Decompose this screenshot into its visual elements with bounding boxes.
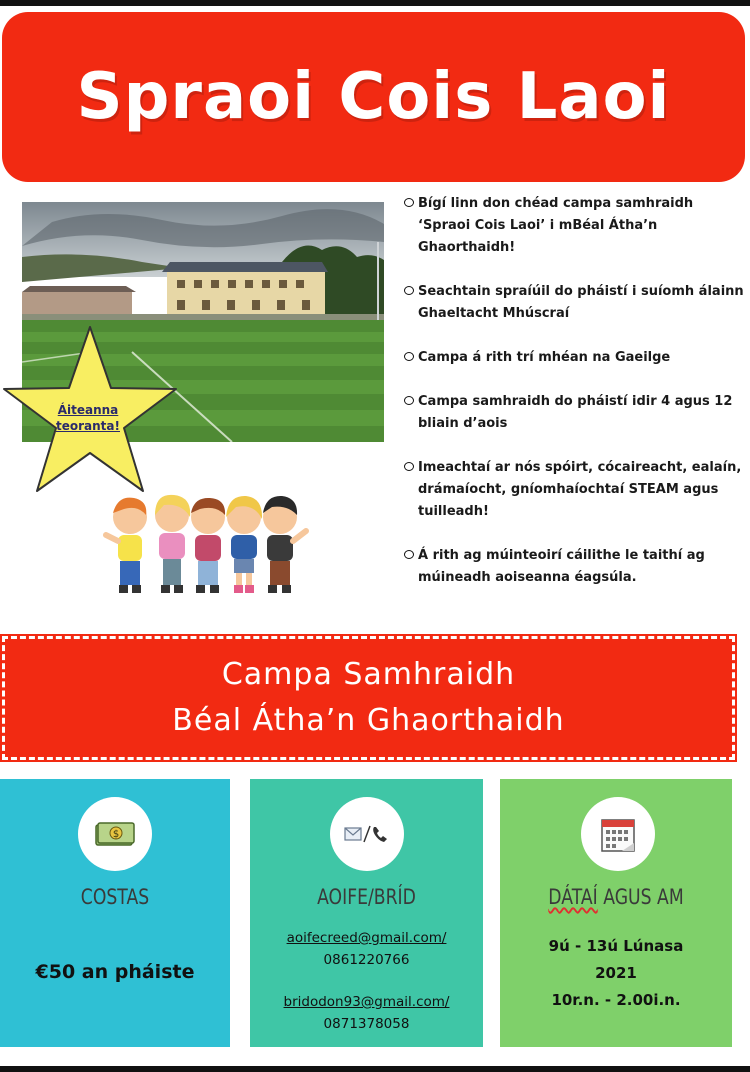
cost-heading: COSTAS [80, 885, 150, 909]
bullet-circle-icon [404, 286, 414, 295]
top-border [0, 0, 750, 6]
cost-price: €50 an pháiste [35, 961, 195, 983]
phone-2: 0871378058 [323, 1016, 410, 1032]
bullet-circle-icon [404, 396, 414, 405]
email-link-1[interactable]: aoifecreed@gmail.com/ [286, 930, 447, 946]
list-item: Campa samhraidh do pháistí idir 4 agus 12 bliain d’aois [404, 391, 744, 435]
bullet-circle-icon [404, 550, 414, 559]
list-item: Á rith ag múinteoirí cáilithe le taithí ag múineadh aoiseanna éagsúla. [404, 545, 744, 589]
camp-location-banner [2, 636, 735, 760]
banner-line-2: Béal Átha’n Ghaorthaidh [172, 703, 565, 738]
bottom-border [0, 1066, 750, 1072]
dates-details [500, 933, 732, 1014]
list-item: Campa á rith trí mhéan na Gaeilge [404, 347, 744, 369]
cost-box [0, 779, 230, 1047]
list-item: Seachtain spraíúil do pháistí i suíomh álainn Ghaeltacht Mhúscraí [404, 281, 744, 325]
star-badge-text: Áiteanna teoranta! [56, 403, 120, 433]
date-range: 9ú - 13ú Lúnasa [548, 937, 684, 955]
bullet-circle-icon [404, 352, 414, 361]
title-banner [2, 12, 745, 182]
dates-box [500, 779, 732, 1047]
email-link-2[interactable]: bridodon93@gmail.com/ [283, 994, 450, 1010]
feature-list [404, 193, 744, 611]
bullet-circle-icon [404, 198, 414, 207]
banner-line-1: Campa Samhraidh [221, 657, 516, 692]
list-item: Bígí linn don chéad campa samhraidh ‘Spraoi Cois Laoi’ i mBéal Átha’n Ghaorthaidh! [404, 193, 744, 259]
date-year: 2021 [595, 964, 637, 982]
contact-box [250, 779, 483, 1047]
children-illustration [100, 485, 310, 600]
page-title: Spraoi Cois Laoi [76, 60, 671, 134]
svg-text:$: $ [112, 829, 120, 840]
calendar-icon [581, 797, 655, 871]
time-range: 10r.n. - 2.00i.n. [551, 991, 681, 1009]
mail-phone-icon [330, 797, 404, 871]
dates-heading: DÁTAÍ AGUS AM [548, 885, 684, 909]
bullet-circle-icon [404, 462, 414, 471]
phone-1: 0861220766 [323, 952, 410, 968]
money-icon [78, 797, 152, 871]
contact-details [250, 927, 483, 1035]
list-item: Imeachtaí ar nós spóirt, cócaireacht, ealaín, drámaíocht, gníomhaíochtaí STEAM agus tuilleadh! [404, 457, 744, 523]
contact-heading: AOIFE/BRÍD [317, 885, 416, 909]
